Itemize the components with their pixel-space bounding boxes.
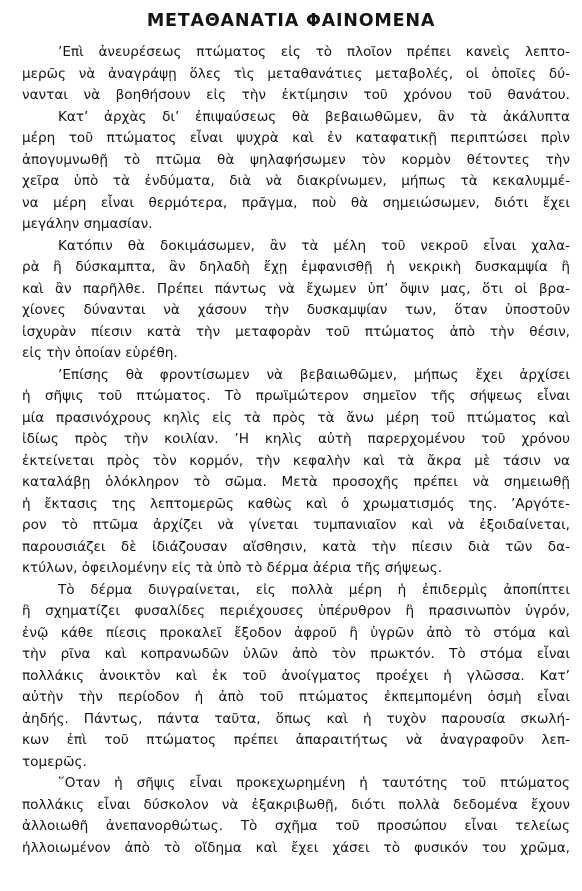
- text-line: ἰσχυρὰν πίεσιν κατὰ τὴν μεταφορὰν τοῦ πτώματος ἀπὸ τὴν θέσιν,: [22, 323, 570, 340]
- text-line: χίονες δύνανται νὰ χάσουν τὴν δυσκαμψίαν των, ὅταν ὑποστοῦν: [22, 302, 570, 318]
- text-line: νανται νὰ βοηθήσουν εἰς τὴν ἐκτίμησιν τοῦ χρόνου τοῦ θανάτου.: [22, 87, 570, 103]
- text-line: να μέρη εἶναι θερμότερα, πρᾶγμα, ποὺ θὰ σημειώσωμεν, διότι ἔχει: [22, 194, 570, 211]
- text-line: ’Επίσης θὰ φροντίσωμεν νὰ βεβαιωθῶμεν, μήπως ἔχει ἀρχίσει: [58, 366, 570, 383]
- text-line: ἡ ἔκτασις της λεπτομερῶς καθὼς καὶ ὁ χρωματισμός της. ’Αργότε-: [22, 495, 570, 512]
- text-line: Κατ’ ἀρχὰς δι’ ἐπιψαύσεως θὰ βεβαιωθῶμεν, ἂν τὰ ἀκάλυπτα: [58, 108, 570, 125]
- text-line: ἐκτείνεται πρὸς τὸν κορμόν, τὴν κεφαλὴν καὶ τὰ ἄκρα μὲ τάσιν να: [22, 452, 570, 469]
- text-line: αὐτὴν τὴν περίοδον ἡ ἀπὸ τοῦ πτώματος ἐκπεμπομένη ὀσμὴ εἶναι: [22, 689, 570, 705]
- text-line: ἀπογυμνωθῇ τὸ πτῶμα θὰ ψηλαφήσωμεν τὸν κορμὸν θέτοντες τὴν: [22, 151, 570, 168]
- text-line: ῞Οταν ἡ σῆψις εἶναι προκεχωρημένη ἡ ταυτότης τοῦ πτώματος: [58, 775, 570, 791]
- text-line: ’Επὶ ἀνευρέσεως πτώματος εἰς τὸ πλοῖον πρέπει κανεὶς λεπτο-: [58, 44, 570, 60]
- text-line: παρουσιάζει δὲ ἰδιάζουσαν αἴσθησιν, κατὰ τὴν πίεσιν διὰ τῶν δα-: [22, 538, 570, 555]
- text-line: ἀλλοιωθῆ ἀνεπανορθώτως. Τὸ σχῆμα τοῦ προσώπου εἶναι τελείως: [22, 818, 570, 834]
- text-line: ἢ σχηματίζει φυσαλίδες περιέχουσες ὑπέρυθρον ἢ πρασινωπὸν ὑγρόν,: [22, 603, 570, 619]
- text-line: καὶ ἂν παρῆλθε. Πρέπει πάντως νὰ ἔχωμεν ὑπ’ ὄψιν μας, ὅτι οἱ βρα-: [22, 280, 570, 297]
- text-line: ἠλλοιωμένον ἀπὸ τὸ οἴδημα καὶ ἔχει χάσει τὸ φυσικόν του χρῶμα,: [22, 839, 570, 856]
- text-line: ἰδίως πρὸς τὴν κοιλίαν. ’Η κηλὶς αὐτὴ παρερχομένου τοῦ χρόνου: [22, 431, 570, 447]
- paragraph: [22, 773, 570, 859]
- text-line: τὴν ρῖνα καὶ κοπρανωδῶν ὑλῶν ἀπὸ τὸν πρωκτόν. Τὸ στόμα εἶναι: [22, 646, 570, 662]
- text-line: ρὰ ἢ δύσκαμπτα, ἂν δηλαδὴ ἔχῃ ἐμφανισθῇ ἡ νεκρικὴ δυσκαμψία ἢ: [22, 259, 570, 275]
- text-line: ἡ σῆψις τοῦ πτώματος. Τὸ πρωϊμώτερον σημεῖον τῆς σήψεως εἶναι: [22, 388, 570, 404]
- text-line: ρον τὸ πτῶμα ἀρχίζει νὰ γίνεται τυμπανιαῖον καὶ νὰ ἐξοιδαίνεται,: [22, 517, 570, 533]
- paragraph: [22, 580, 570, 774]
- text-line: μία πρασινόχρους κηλὶς εἰς τὰ πρὸς τὰ ἄνω μέρη τοῦ πτώματος καὶ: [22, 409, 570, 426]
- text-line: ἀηδής. Πάντως, πάντα ταῦτα, ὅπως καὶ ἡ τυχὸν παρουσία σκωλή-: [22, 710, 570, 727]
- paragraph: [22, 42, 570, 107]
- text-line: πολλάκις εἶναι δύσκολον νὰ ἐξακριβωθῇ, διότι πολλὰ δεδομένα ἔχουν: [22, 796, 570, 813]
- text-line: πολλάκις ἀνοικτὸν καὶ ἐκ τοῦ ἀνοίγματος προέχει ἡ γλῶσσα. Κατ’: [22, 667, 570, 684]
- paragraph: [22, 107, 570, 236]
- text-line: μεγάλην σημασίαν.: [22, 216, 153, 232]
- paragraph: [22, 365, 570, 580]
- paragraph: [22, 236, 570, 365]
- text-line: εἰς τὴν ὁποίαν εὑρέθη.: [22, 345, 178, 361]
- text-line: Κατόπιν θὰ δοκιμάσωμεν, ἂν τὰ μέλη τοῦ νεκροῦ εἶναι χαλα-: [58, 237, 570, 254]
- text-line: κων ἐπὶ τοῦ πτώματος πρέπει ἀπαραιτήτως νὰ ἀναγραφοῦν λεπ-: [22, 732, 570, 748]
- text-line: ἐνῷ κάθε πίεσις προκαλεῖ ἔξοδον ἀφροῦ ἢ ὑγρῶν ἀπὸ τὸ στόμα καὶ: [22, 624, 570, 641]
- body-text: [22, 42, 570, 859]
- text-line: χεῖρα ὑπὸ τὰ ἐνδύματα, διὰ νὰ διακρίνωμεν, μήπως τὰ κεκαλυμμέ-: [22, 173, 570, 189]
- text-line: καταλάβῃ ὁλόκληρον τὸ σῶμα. Μετὰ προσοχῆς πρέπει νὰ σημειωθῇ: [22, 474, 570, 490]
- text-line: μερῶς νὰ ἀναγράψῃ ὅλες τὶς μεταθανάτιες μεταβολές, οἱ ὁποῖες δύ-: [22, 65, 570, 82]
- text-line: τομερῶς.: [22, 753, 87, 770]
- text-line: Τὸ δέρμα διυγραίνεται, εἰς πολλὰ μέρη ἡ ἐπιδερμὶς ἀποπίπτει: [58, 581, 570, 598]
- text-line: μέρη τοῦ πτώματος εἶναι ψυχρὰ καὶ ἐν καταφατικῇ περιπτώσει πρὶν: [22, 130, 570, 146]
- text-line: κτύλων, ὀφειλομένην εἰς τὰ ὑπὸ τὸ δέρμα ἀέρια τῆς σήψεως.: [22, 560, 443, 576]
- chapter-title: ΜΕΤΑΘΑΝΑΤΙΑ ΦΑΙΝΟΜΕΝΑ: [146, 11, 436, 31]
